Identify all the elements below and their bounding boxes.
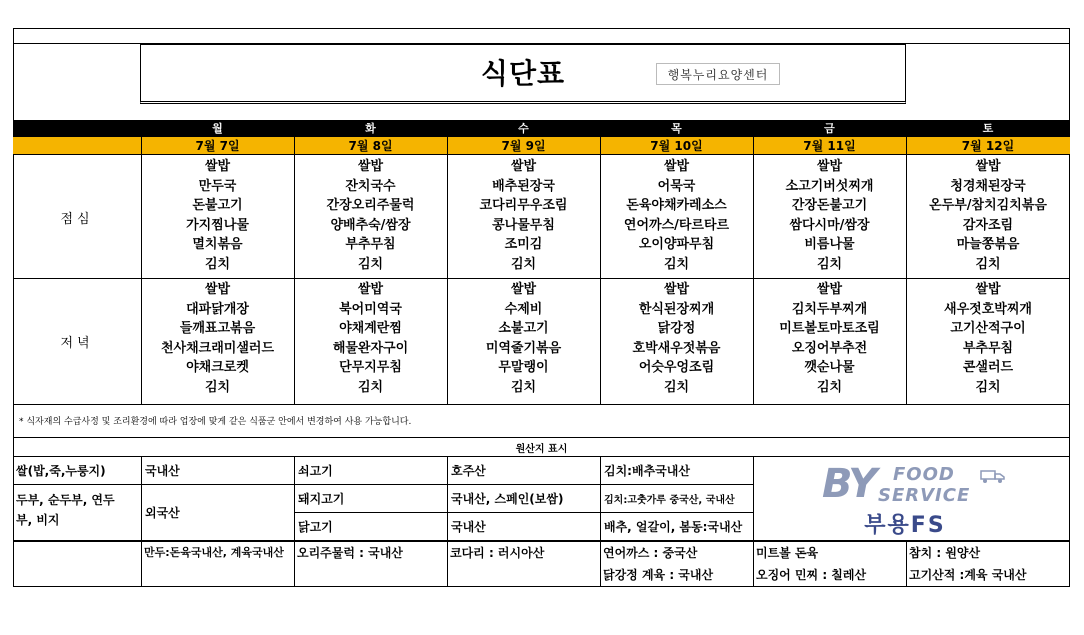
menu-item: 돈육야채카레소스 [626, 198, 727, 214]
menu-item: 쌀밥 [663, 282, 690, 297]
date-tue: 7월 8일 [348, 139, 393, 153]
dinner-menu-wed [447, 280, 600, 398]
page-title: 식단표 [480, 57, 566, 90]
dinner-menu-tue [294, 280, 447, 398]
menu-item: 쌀밥 [663, 159, 690, 174]
origin-pork-label: 돼지고기 [298, 492, 345, 506]
menu-item: 마늘쫑볶음 [956, 237, 1020, 253]
origin-rice-label: 쌀(밥,죽,누룽지) [16, 464, 106, 478]
logo-food-text: FOOD [893, 464, 955, 485]
menu-item: 김치 [975, 256, 1001, 272]
menu-item: 쌀밥 [816, 282, 843, 297]
dinner-menu-thu [600, 280, 753, 398]
origin-extra-1: 만두:돈육국내산, 계육국내산 [144, 546, 284, 559]
menu-item: 김치 [663, 256, 690, 272]
menu-item: 청경채된장국 [950, 178, 1026, 194]
grid-line [906, 541, 907, 587]
menu-item: 김치 [357, 379, 384, 395]
grid-line [13, 404, 1070, 405]
menu-item: 간장오리주물럭 [326, 198, 415, 214]
menu-item: 고기산적구이 [950, 321, 1026, 337]
logo-by-text: BY [822, 461, 876, 507]
lunch-menu-tue [294, 157, 447, 275]
origin-extra-5b: 오징어 민찌 : 칠레산 [756, 568, 867, 582]
menu-item: 김치 [204, 256, 231, 272]
menu-item: 해물완자구이 [332, 340, 409, 356]
date-fri: 7월 11일 [803, 139, 856, 153]
menu-item: 오이양파무침 [638, 237, 715, 253]
lunch-menu-fri [753, 157, 906, 275]
logo-service-text: SERVICE [878, 485, 971, 506]
origin-extra-4b: 닭강정 계육 : 국내산 [603, 568, 714, 582]
menu-item: 쌀밥 [204, 159, 231, 174]
menu-item: 쌀밥 [510, 159, 537, 174]
menu-item: 미역줄기볶음 [485, 340, 562, 356]
menu-item: 김치 [510, 256, 537, 272]
origin-extra-4a: 연어까스 : 중국산 [603, 546, 698, 560]
menu-item: 쌀밥 [204, 282, 231, 297]
menu-item: 조미김 [504, 237, 543, 253]
menu-item: 들깨표고볶음 [179, 321, 256, 337]
menu-item: 북어미역국 [339, 301, 402, 317]
menu-item: 부추무침 [345, 237, 396, 253]
grid-line [13, 540, 1070, 542]
lunch-menu-sat [906, 157, 1070, 275]
origin-tofu-value: 외국산 [145, 506, 180, 520]
origin-tofu-label-1: 두부, 순두부, 연두 [16, 493, 115, 507]
menu-item: 김치 [663, 379, 690, 395]
dinner-menu-sat [906, 280, 1070, 398]
day-sat: 토 [982, 122, 994, 135]
menu-item: 닭강정 [657, 321, 696, 337]
menu-item: 단무지무침 [339, 360, 402, 376]
menu-item: 코다리무우조림 [479, 198, 568, 214]
day-tue: 화 [365, 122, 376, 135]
menu-item: 쌀밥 [975, 159, 1001, 174]
date-thu: 7월 10일 [650, 139, 703, 153]
menu-item: 배추된장국 [492, 178, 555, 194]
grid-line [13, 278, 1070, 279]
menu-item: 소불고기 [498, 321, 549, 337]
menu-item: 김치 [816, 256, 843, 272]
origin-extra-3: 코다리 : 러시아산 [450, 546, 545, 560]
origin-beef-value: 호주산 [451, 464, 486, 478]
origin-tofu-label-2: 부, 비지 [16, 513, 60, 527]
date-wed: 7월 9일 [501, 139, 546, 153]
menu-item: 쌀밥 [816, 159, 843, 174]
lunch-menu-wed [447, 157, 600, 275]
menu-item: 김치 [357, 256, 384, 272]
menu-item: 수제비 [504, 301, 543, 317]
date-mon: 7월 7일 [195, 139, 240, 153]
menu-item: 어묵국 [657, 178, 696, 194]
origin-beef-label: 쇠고기 [298, 464, 333, 478]
origin-extra-6a: 참치 : 원양산 [909, 546, 981, 560]
day-wed: 수 [518, 122, 529, 135]
menu-item: 만두국 [198, 178, 237, 194]
menu-item: 콩나물무침 [492, 217, 555, 233]
origin-rice-value: 국내산 [145, 464, 180, 478]
menu-item: 쌀밥 [975, 282, 1001, 297]
menu-item: 쌀밥 [510, 282, 537, 297]
menu-item: 가지찜나물 [186, 217, 249, 233]
origin-kimchi-1: 김치:배추국내산 [604, 464, 690, 478]
origin-extra-6b: 고기산적 :계육 국내산 [909, 568, 1027, 582]
origin-pork-value: 국내산, 스페인(보쌈) [451, 492, 564, 506]
menu-item: 비름나물 [804, 237, 855, 253]
truck-icon [980, 468, 1006, 484]
menu-item: 천사채크래미샐러드 [160, 340, 275, 356]
date-sat: 7월 12일 [961, 139, 1015, 153]
menu-item: 멸치볶음 [192, 237, 243, 253]
menu-item: 새우젓호박찌개 [944, 301, 1032, 317]
menu-item: 오징어부추전 [791, 340, 868, 356]
grid-line [753, 456, 754, 587]
lunch-menu-mon [141, 157, 294, 275]
lunch-label: 점심 [60, 211, 94, 227]
menu-item: 김치 [204, 379, 231, 395]
menu-item: 야채크로켓 [186, 360, 249, 376]
origin-title: 원산지 표시 [515, 443, 568, 455]
origin-chicken-value: 국내산 [451, 520, 486, 534]
menu-item: 감자조림 [962, 217, 1014, 233]
origin-extra-5a: 미트볼 돈육 [756, 546, 819, 560]
menu-item: 야채계란찜 [339, 321, 402, 337]
menu-item: 온두부/참치김치볶음 [929, 198, 1047, 214]
menu-item: 콘샐러드 [962, 360, 1014, 376]
dinner-label: 저녁 [60, 336, 94, 351]
menu-item: 소고기버섯찌개 [785, 178, 874, 194]
menu-item: 간장돈불고기 [791, 198, 868, 214]
menu-item: 양배추숙/쌈장 [330, 217, 411, 233]
day-thu: 목 [671, 122, 682, 135]
menu-item: 잔치국수 [345, 178, 396, 194]
menu-item: 미트볼토마토조림 [779, 321, 880, 337]
menu-item: 한식된장찌개 [638, 301, 715, 317]
origin-chicken-label: 닭고기 [298, 520, 333, 534]
menu-item: 돈불고기 [192, 198, 243, 214]
menu-item: 깻순나물 [804, 360, 855, 376]
day-mon: 월 [212, 122, 223, 135]
day-fri: 금 [824, 122, 835, 135]
logo-fs-text: 부용FS [864, 513, 946, 538]
menu-item: 김치 [816, 379, 843, 395]
menu-item: 김치 [975, 379, 1001, 395]
dinner-menu-fri [753, 280, 906, 398]
menu-item: 김치두부찌개 [791, 301, 868, 317]
menu-item: 무말랭이 [498, 360, 549, 376]
origin-kimchi-2: 김치:고춧가루 중국산, 국내산 [604, 495, 735, 506]
menu-item: 연어까스/타르타르 [623, 217, 730, 233]
menu-item: 대파닭개장 [186, 301, 249, 317]
menu-item: 어슷우엉조림 [638, 360, 715, 376]
substitution-note: * 식자재의 수급사정 및 조리환경에 따라 업장에 맞게 같은 식품군 안에서 변경하여 사용 가능합니다. [19, 416, 412, 427]
menu-item: 쌈다시마/쌈장 [789, 217, 870, 233]
center-name-box: 행복누리요양센터 [656, 63, 780, 85]
lunch-menu-thu [600, 157, 753, 275]
menu-item: 호박새우젓볶음 [632, 340, 721, 356]
origin-extra-2: 오리주물럭 : 국내산 [297, 546, 403, 560]
menu-item: 쌀밥 [357, 282, 384, 297]
menu-item: 부추무침 [962, 340, 1014, 356]
dinner-menu-mon [141, 280, 294, 398]
menu-item: 김치 [510, 379, 537, 395]
origin-kimchi-3: 배추, 얼갈이, 봄동:국내산 [604, 520, 743, 534]
menu-item: 쌀밥 [357, 159, 384, 174]
